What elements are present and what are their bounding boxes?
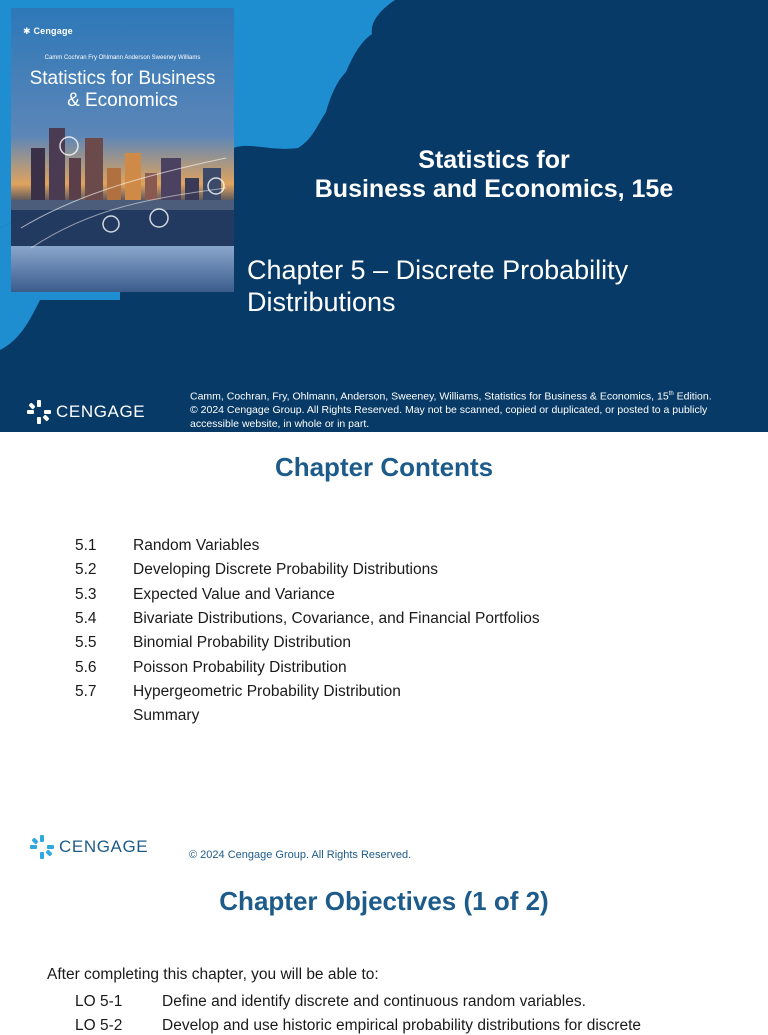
contents-list: [75, 534, 540, 728]
list-item: 5.5 Binomial Probability Distribution: [75, 634, 351, 652]
book-title: Statistics for Business and Economics, 15e: [314, 146, 674, 203]
chapter-title: Chapter 5 – Discrete Probability Distributions: [247, 255, 629, 317]
list-item: 5.4 Bivariate Distributions, Covariance, and Financial Portfolios: [75, 610, 540, 628]
list-item: 5.6 Poisson Probability Distribution: [75, 658, 347, 676]
cengage-brand: CENGAGE: [29, 834, 148, 860]
cengage-brand: CENGAGE: [26, 399, 145, 425]
cover-skyline-image: [11, 8, 234, 292]
title-slide: [0, 0, 768, 432]
book-cover: [11, 8, 234, 292]
cengage-logo-icon: ✱: [23, 26, 31, 36]
cengage-logo-icon: [29, 834, 55, 860]
list-item: 5.3 Expected Value and Variance: [75, 585, 335, 603]
contents-heading: Chapter Contents: [274, 452, 494, 482]
list-item: 5.2 Developing Discrete Probability Distributions: [75, 561, 438, 579]
footer-copyright: © 2024 Cengage Group. All Rights Reserved.: [189, 849, 412, 861]
objectives-heading: Chapter Objectives (1 of 2): [219, 886, 549, 916]
cover-title: Statistics for Business & Economics: [29, 68, 216, 111]
objectives-slide: [0, 868, 768, 1034]
list-item: LO 5-2 Develop and use historic empirical probability distributions for discrete: [75, 1017, 642, 1034]
cover-authors: Camm Cochran Fry Ohlmann Anderson Sweeney Williams: [44, 55, 201, 61]
contents-slide: [0, 432, 768, 868]
cengage-logo-icon: [26, 399, 52, 425]
list-item: 5.1 Random Variables: [75, 537, 260, 555]
objectives-intro: After completing this chapter, you will be able to:: [47, 966, 379, 983]
cover-publisher: ✱ Cengage: [23, 26, 73, 36]
legal-notice: Camm, Cochran, Fry, Ohlmann, Anderson, Sweeney, Williams, Statistics for Business & Economics, 15th Edition. © 2024 Cengage Group. All Rights Reserved. May not be scanned, copied or duplicated, or posted to a publicly accessible website, in whole or in part.: [190, 390, 712, 430]
list-item: 5.7 Hypergeometric Probability Distribution: [75, 682, 401, 700]
list-item: Summary: [133, 707, 200, 725]
list-item: LO 5-1 Define and identify discrete and continuous random variables.: [75, 993, 586, 1010]
